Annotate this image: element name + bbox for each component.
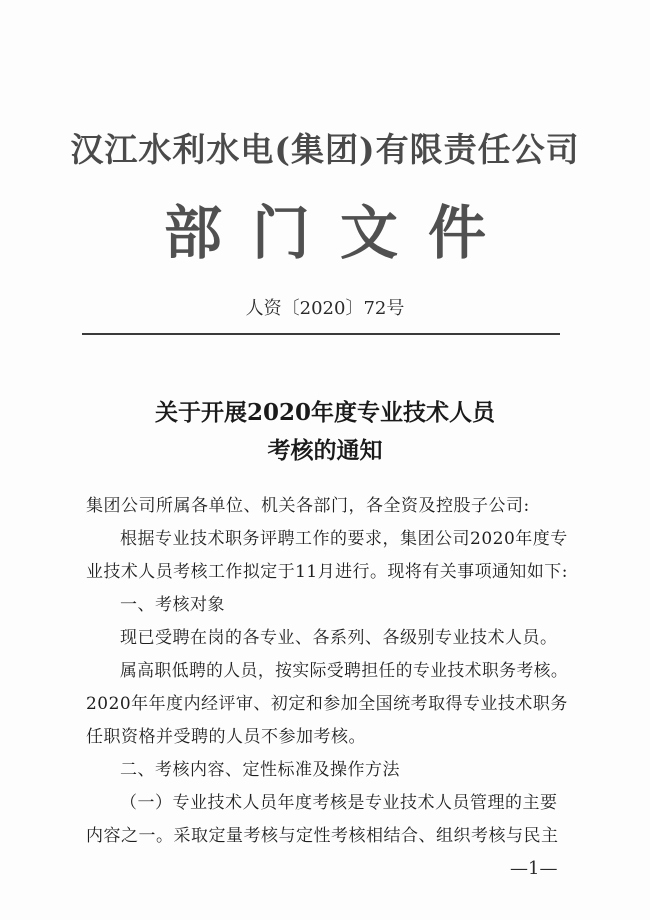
document-type-heading: 部门文件 <box>163 199 516 267</box>
paragraph-1-line-1: 根据专业技术职务评聘工作的要求，集团公司2020年度专 <box>120 529 568 549</box>
section-1-paragraph-3-line-1: 2020年年度内经评审、初定和参加全国统考取得专业技术职务 <box>86 694 568 714</box>
page-number: —1— <box>510 858 558 879</box>
salutation: 集团公司所属各单位、机关各部门，各全资及控股子公司: <box>86 496 530 516</box>
section-1-heading: 一、考核对象 <box>120 595 225 615</box>
notice-title-line-1: 关于开展2020年度专业技术人员 <box>154 399 495 426</box>
section-1-paragraph-3-line-2: 任职资格并受聘的人员不参加考核。 <box>86 727 366 747</box>
section-1-paragraph-1: 现已受聘在岗的各专业、各系列、各级别专业技术人员。 <box>120 628 558 648</box>
section-2-heading: 二、考核内容、定性标准及操作方法 <box>120 760 400 780</box>
notice-title-line-2: 考核的通知 <box>267 437 383 464</box>
section-2-paragraph-1-line-1: （一）专业技术人员年度考核是专业技术人员管理的主要 <box>120 793 558 813</box>
organization-name: 汉江水利水电(集团)有限责任公司 <box>70 130 580 169</box>
paragraph-1-line-2: 业技术人员考核工作拟定于11月进行。现将有关事项通知如下: <box>86 562 568 582</box>
section-1-paragraph-2: 属高职低聘的人员，按实际受聘担任的专业技术职务考核。 <box>120 661 569 681</box>
section-2-paragraph-1-line-2: 内容之一。采取定量考核与定性考核相结合、组织考核与民主 <box>86 826 559 846</box>
document-number: 人资〔2020〕72号 <box>245 298 405 319</box>
header-divider-line <box>82 333 560 335</box>
